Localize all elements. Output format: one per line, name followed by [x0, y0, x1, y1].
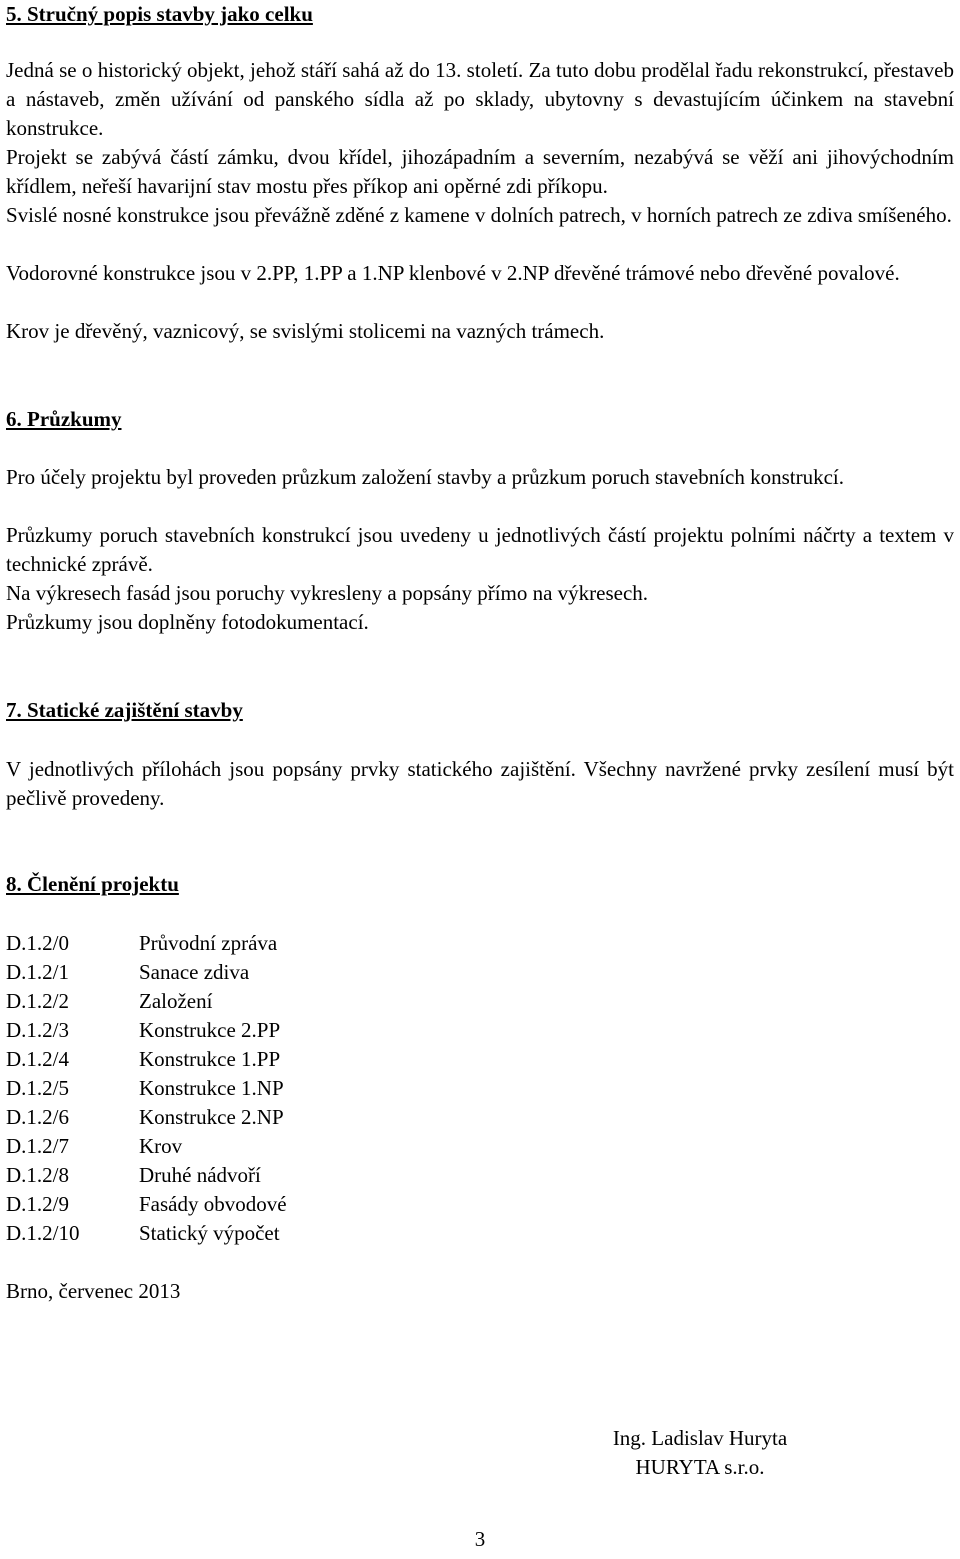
part-code: D.1.2/5	[6, 1076, 69, 1100]
section-5-paragraph-2: Projekt se zabývá částí zámku, dvou křídel, jihozápadním a severním, nezabývá se věží ani jihovýchodním křídlem, neřeší havarijní stav mostu přes příkop ani opěrné zdi příkopu.	[6, 145, 954, 198]
part-code: D.1.2/4	[6, 1047, 69, 1071]
signatory-name: Ing. Ladislav Huryta	[612, 1426, 788, 1450]
page-number: 3	[474, 1527, 486, 1551]
section-8-heading: 8. Členění projektu	[6, 872, 179, 896]
section-5-paragraph-5: Krov je dřevěný, vaznicový, se svislými stolicemi na vazných trámech.	[6, 319, 605, 343]
part-title: Založení	[139, 989, 213, 1013]
section-6-paragraph-3: Na výkresech fasád jsou poruchy vykresleny a popsány přímo na výkresech.	[6, 581, 649, 605]
section-6-paragraph-4: Průzkumy jsou doplněny fotodokumentací.	[6, 610, 369, 634]
part-title: Krov	[139, 1134, 183, 1158]
part-code: D.1.2/8	[6, 1163, 69, 1187]
part-code: D.1.2/10	[6, 1221, 80, 1245]
section-5-paragraph-3: Svislé nosné konstrukce jsou převážně zděné z kamene v dolních patrech, v horních patrech ze zdiva smíšeného.	[6, 203, 952, 227]
part-title: Fasády obvodové	[139, 1192, 287, 1216]
part-code: D.1.2/3	[6, 1018, 69, 1042]
part-title: Statický výpočet	[139, 1221, 280, 1245]
part-code: D.1.2/2	[6, 989, 69, 1013]
part-title: Konstrukce 1.PP	[139, 1047, 281, 1071]
part-title: Sanace zdiva	[139, 960, 250, 984]
part-code: D.1.2/9	[6, 1192, 69, 1216]
part-title: Průvodní zpráva	[139, 931, 278, 955]
section-7-paragraph-1: V jednotlivých přílohách jsou popsány prvky statického zajištění. Všechny navržené prvky zesílení musí být pečlivě provedeny.	[6, 757, 954, 810]
part-code: D.1.2/0	[6, 931, 69, 955]
section-6-paragraph-2: Průzkumy poruch stavebních konstrukcí jsou uvedeny u jednotlivých částí projektu polními náčrty a textem v technické zprávě.	[6, 523, 954, 576]
section-7-heading: 7. Statické zajištění stavby	[6, 698, 243, 722]
section-5-heading: 5. Stručný popis stavby jako celku	[6, 2, 313, 26]
section-6-heading: 6. Průzkumy	[6, 407, 122, 431]
place-date: Brno, červenec 2013	[6, 1279, 181, 1303]
part-title: Druhé nádvoří	[139, 1163, 261, 1187]
part-code: D.1.2/7	[6, 1134, 69, 1158]
part-title: Konstrukce 2.PP	[139, 1018, 281, 1042]
company-name: HURYTA s.r.o.	[635, 1455, 765, 1479]
part-title: Konstrukce 1.NP	[139, 1076, 284, 1100]
part-title: Konstrukce 2.NP	[139, 1105, 284, 1129]
part-code: D.1.2/6	[6, 1105, 69, 1129]
section-6-paragraph-1: Pro účely projektu byl proveden průzkum založení stavby a průzkum poruch stavebních konstrukcí.	[6, 465, 845, 489]
section-5-paragraph-1: Jedná se o historický objekt, jehož stáří sahá až do 13. století. Za tuto dobu prodělal řadu rekonstrukcí, přestaveb a nástaveb, změn užívání od panského sídla až po sklady, ubytovny s devastujícím účinkem na stavební konstrukce.	[6, 58, 954, 140]
part-code: D.1.2/1	[6, 960, 69, 984]
section-5-paragraph-4: Vodorovné konstrukce jsou v 2.PP, 1.PP a 1.NP klenbové v 2.NP dřevěné trámové nebo dřevěné povalové.	[6, 261, 900, 285]
